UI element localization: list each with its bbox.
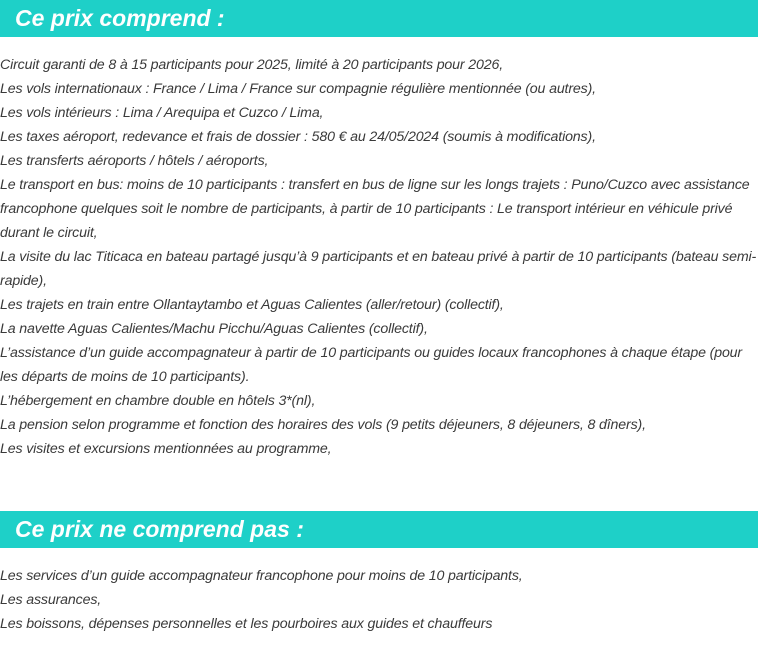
excluded-section-header: Ce prix ne comprend pas : (0, 511, 758, 548)
list-item: Les vols intérieurs : Lima / Arequipa et Cuzco / Lima, (0, 105, 324, 121)
list-item: La pension selon programme et fonction des horaires des vols (9 petits déjeuners, 8 déjeuners, 8 dîners), (0, 417, 646, 433)
list-item: Les assurances, (0, 592, 102, 608)
list-item: Les transferts aéroports / hôtels / aéroports, (0, 153, 269, 169)
list-item: Les trajets en train entre Ollantaytambo et Aguas Calientes (aller/retour) (collectif), (0, 297, 504, 313)
list-item: Le transport en bus: moins de 10 participants : transfert en bus de ligne sur les longs trajets : Puno/Cuzco avec assistance francophone quelques soit le nombre de participants, à partir de 10 participants : Le transport intérieur en véhicule privé durant le circuit, (0, 177, 750, 241)
list-item: L’assistance d’un guide accompagnateur à partir de 10 participants ou guides locaux francophones à chaque étape (pour les départs de moins de 10 participants). (0, 345, 742, 385)
list-item: Les boissons, dépenses personnelles et les pourboires aux guides et chauffeurs (0, 616, 493, 632)
list-item: Les vols internationaux : France / Lima / France sur compagnie régulière mentionnée (ou autres), (0, 81, 596, 97)
list-item: Circuit garanti de 8 à 15 participants pour 2025, limité à 20 participants pour 2026, (0, 57, 504, 73)
included-list (0, 53, 758, 461)
list-item: La visite du lac Titicaca en bateau partagé jusqu’à 9 participants et en bateau privé à partir de 10 participants (bateau semi-rapide), (0, 249, 757, 289)
included-section-header: Ce prix comprend : (0, 0, 758, 37)
list-item: Les taxes aéroport, redevance et frais de dossier : 580 € au 24/05/2024 (soumis à modifications), (0, 129, 596, 145)
list-item: Les services d’un guide accompagnateur francophone pour moins de 10 participants, (0, 568, 523, 584)
list-item: L’hébergement en chambre double en hôtels 3*(nl), (0, 393, 316, 409)
excluded-list (0, 564, 758, 636)
list-item: Les visites et excursions mentionnées au programme, (0, 441, 332, 457)
list-item: La navette Aguas Calientes/Machu Picchu/Aguas Calientes (collectif), (0, 321, 428, 337)
